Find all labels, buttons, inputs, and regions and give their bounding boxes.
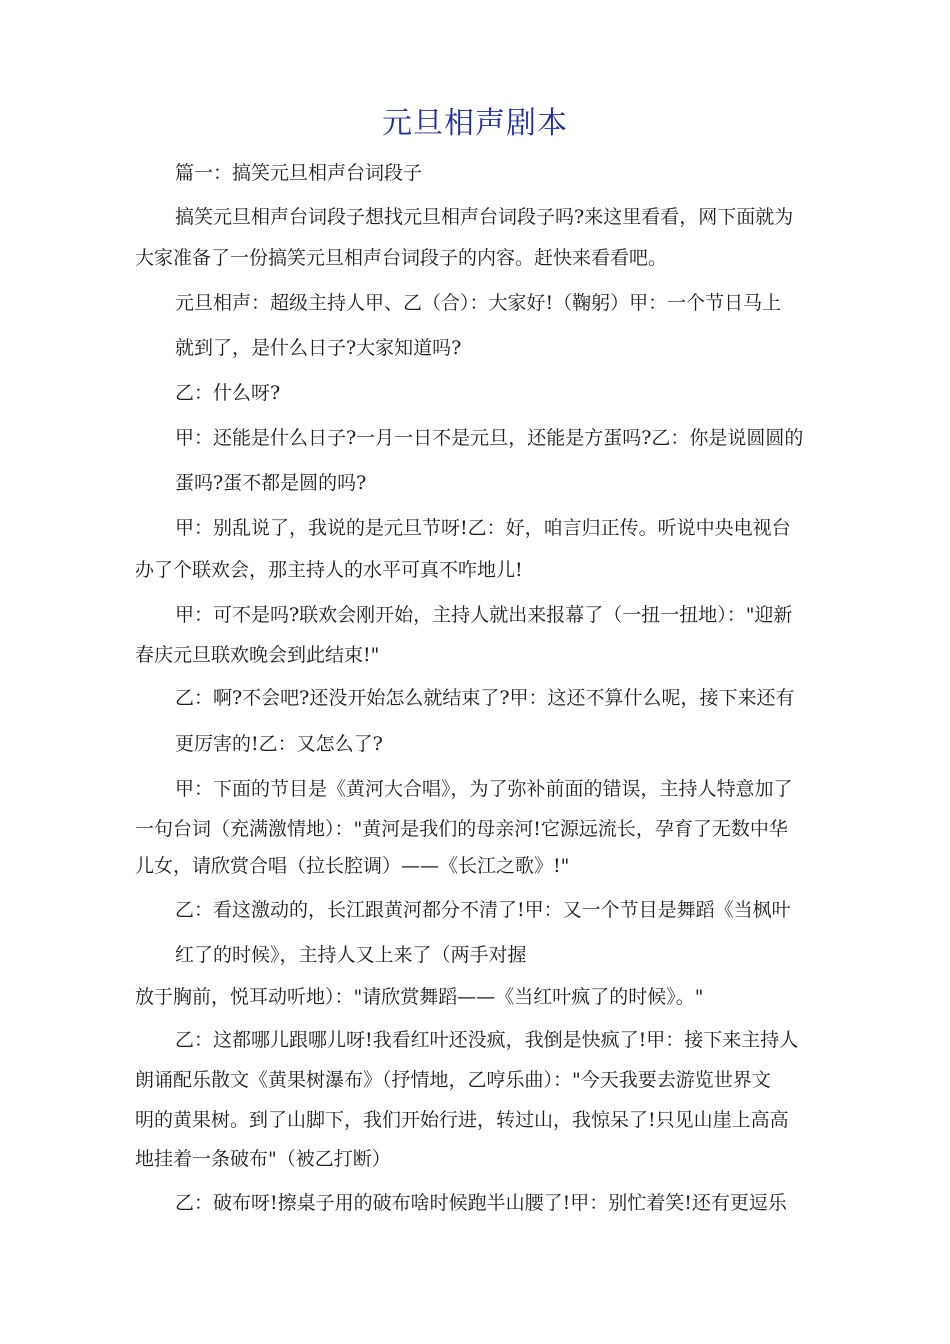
paragraph-line: 朗诵配乐散文《黄果树瀑布》（抒情地，乙哼乐曲）："今天我要去游览世界文 [135,1069,771,1091]
paragraph-line: 乙：这都哪儿跟哪儿呀!我看红叶还没疯，我倒是快疯了!甲：接下来主持人 [175,1029,799,1051]
paragraph-line: 乙：破布呀!擦桌子用的破布啥时候跑半山腰了!甲：别忙着笑!还有更逗乐 [175,1192,787,1214]
paragraph-line: 明的黄果树。到了山脚下，我们开始行进，转过山，我惊呆了!只见山崖上高高 [135,1109,789,1131]
paragraph-line: 甲：下面的节目是《黄河大合唱》，为了弥补前面的错误，主持人特意加了 [175,778,793,800]
paragraph-line: 就到了，是什么日子?大家知道吗? [175,337,462,359]
paragraph-line: 蛋吗?蛋不都是圆的吗? [175,472,367,494]
paragraph-line: 放于胸前，悦耳动听地）："请欣赏舞蹈——《当红叶疯了的时候》。" [135,986,704,1008]
paragraph-line: 地挂着一条破布"（被乙打断） [135,1148,391,1170]
section-heading: 篇一：搞笑元旦相声台词段子 [175,162,423,184]
paragraph-line: 大家准备了一份搞笑元旦相声台词段子的内容。赶快来看看吧。 [135,247,668,269]
paragraph-line: 办了个联欢会，那主持人的水平可真不咋地儿! [135,559,523,581]
paragraph-line: 乙：什么呀? [175,382,281,404]
paragraph-line: 甲：可不是吗?联欢会刚开始，主持人就出来报幕了（一扭一扭地）："迎新 [175,604,793,626]
paragraph-line: 一句台词（充满激情地）："黄河是我们的母亲河!它源远流长，孕育了无数中华 [135,818,788,840]
paragraph-line: 春庆元旦联欢晚会到此结束!" [135,644,380,666]
paragraph-line: 甲：别乱说了，我说的是元旦节呀!乙：好，咱言归正传。听说中央电视台 [175,517,791,539]
paragraph-line: 红了的时候》，主持人又上来了（两手对握 [175,944,527,966]
paragraph-line: 搞笑元旦相声台词段子想找元旦相声台词段子吗?来这里看看，网下面就为 [175,206,794,228]
paragraph-line: 甲：还能是什么日子?一月一日不是元旦，还能是方蛋吗?乙：你是说圆圆的 [175,427,804,449]
paragraph-line: 乙：看这激动的，长江跟黄河都分不清了!甲：又一个节目是舞蹈《当枫叶 [175,899,791,921]
paragraph-line: 元旦相声：超级主持人甲、乙（合）：大家好!（鞠躬）甲：一个节日马上 [175,292,782,314]
paragraph-line: 儿女，请欣赏合唱（拉长腔调）——《长江之歌》!" [135,855,570,877]
paragraph-line: 更厉害的!乙：又怎么了? [175,733,383,755]
document-title: 元旦相声剧本 [382,106,568,141]
paragraph-line: 乙：啊?不会吧?还没开始怎么就结束了?甲：这还不算什么呢，接下来还有 [175,687,795,709]
